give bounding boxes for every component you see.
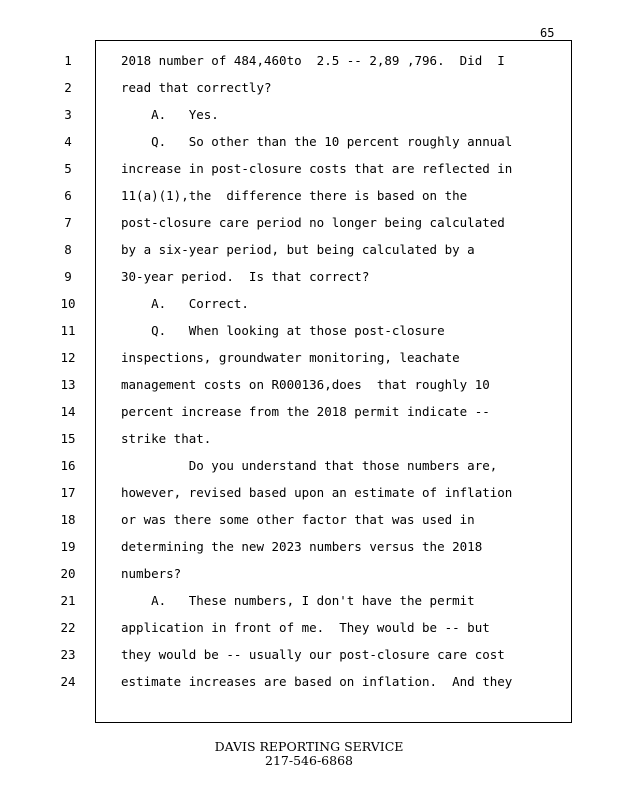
transcript-line bbox=[0, 560, 618, 587]
transcript-line bbox=[0, 101, 618, 128]
transcript-line bbox=[0, 344, 618, 371]
transcript-line bbox=[0, 668, 618, 695]
transcript-line bbox=[0, 209, 618, 236]
line-number: 17 bbox=[60, 485, 76, 500]
transcript-line bbox=[0, 452, 618, 479]
line-number: 13 bbox=[60, 377, 76, 392]
reporting-phone: 217-546-6868 bbox=[265, 753, 353, 768]
reporting-company: DAVIS REPORTING SERVICE bbox=[214, 739, 404, 754]
line-text: estimate increases are based on inflation. And they bbox=[121, 674, 513, 689]
line-number: 6 bbox=[64, 188, 72, 203]
line-number: 22 bbox=[60, 620, 76, 635]
line-text: 2018 number of 484,460to 2.5 -- 2,89 ,796. Did I bbox=[121, 53, 505, 68]
transcript-line bbox=[0, 236, 618, 263]
transcript-line bbox=[0, 641, 618, 668]
line-text: they would be -- usually our post-closure care cost bbox=[121, 647, 505, 662]
line-number: 2 bbox=[64, 80, 72, 95]
line-number: 5 bbox=[64, 161, 72, 176]
transcript-line bbox=[0, 74, 618, 101]
line-text: by a six-year period, but being calculated by a bbox=[121, 242, 475, 257]
line-number: 19 bbox=[60, 539, 76, 554]
line-number: 7 bbox=[64, 215, 72, 230]
line-text: determining the new 2023 numbers versus the 2018 bbox=[121, 539, 483, 554]
line-text: A. Correct. bbox=[121, 296, 249, 311]
transcript-line bbox=[0, 155, 618, 182]
transcript-line bbox=[0, 398, 618, 425]
transcript-lines bbox=[0, 47, 618, 695]
transcript-line bbox=[0, 290, 618, 317]
line-number: 14 bbox=[60, 404, 76, 419]
line-number: 23 bbox=[60, 647, 76, 662]
transcript-line bbox=[0, 425, 618, 452]
line-text: or was there some other factor that was used in bbox=[121, 512, 475, 527]
line-number: 24 bbox=[60, 674, 76, 689]
line-text: A. Yes. bbox=[121, 107, 219, 122]
line-number: 10 bbox=[60, 296, 76, 311]
transcript-line bbox=[0, 533, 618, 560]
footer bbox=[0, 740, 618, 768]
line-text: application in front of me. They would be -- but bbox=[121, 620, 490, 635]
line-number: 11 bbox=[60, 323, 76, 338]
line-text: Q. When looking at those post-closure bbox=[121, 323, 445, 338]
line-text: 30-year period. Is that correct? bbox=[121, 269, 370, 284]
line-number: 15 bbox=[60, 431, 76, 446]
line-number: 9 bbox=[64, 269, 72, 284]
transcript-line bbox=[0, 47, 618, 74]
page-number: 65 bbox=[540, 26, 555, 40]
line-text: however, revised based upon an estimate of inflation bbox=[121, 485, 513, 500]
line-number: 21 bbox=[60, 593, 76, 608]
transcript-line bbox=[0, 479, 618, 506]
line-text: numbers? bbox=[121, 566, 182, 581]
line-text: increase in post-closure costs that are reflected in bbox=[121, 161, 513, 176]
line-number: 3 bbox=[64, 107, 72, 122]
line-number: 20 bbox=[60, 566, 76, 581]
transcript-line bbox=[0, 128, 618, 155]
transcript-line bbox=[0, 182, 618, 209]
line-text: strike that. bbox=[121, 431, 212, 446]
line-text: Do you understand that those numbers are, bbox=[121, 458, 498, 473]
line-number: 8 bbox=[64, 242, 72, 257]
transcript-line bbox=[0, 614, 618, 641]
line-number: 16 bbox=[60, 458, 76, 473]
line-number: 12 bbox=[60, 350, 76, 365]
line-number: 4 bbox=[64, 134, 72, 149]
transcript-line bbox=[0, 317, 618, 344]
transcript-line bbox=[0, 371, 618, 398]
line-number: 1 bbox=[64, 53, 72, 68]
line-text: management costs on R000136,does that roughly 10 bbox=[121, 377, 490, 392]
line-number: 18 bbox=[60, 512, 76, 527]
line-text: percent increase from the 2018 permit indicate -- bbox=[121, 404, 490, 419]
line-text: post-closure care period no longer being calculated bbox=[121, 215, 505, 230]
transcript-line bbox=[0, 263, 618, 290]
line-text: inspections, groundwater monitoring, leachate bbox=[121, 350, 460, 365]
line-text: Q. So other than the 10 percent roughly annual bbox=[121, 134, 513, 149]
line-text: A. These numbers, I don't have the permit bbox=[121, 593, 475, 608]
transcript-line bbox=[0, 587, 618, 614]
transcript-line bbox=[0, 506, 618, 533]
line-text: 11(a)(1),the difference there is based on the bbox=[121, 188, 468, 203]
line-text: read that correctly? bbox=[121, 80, 272, 95]
